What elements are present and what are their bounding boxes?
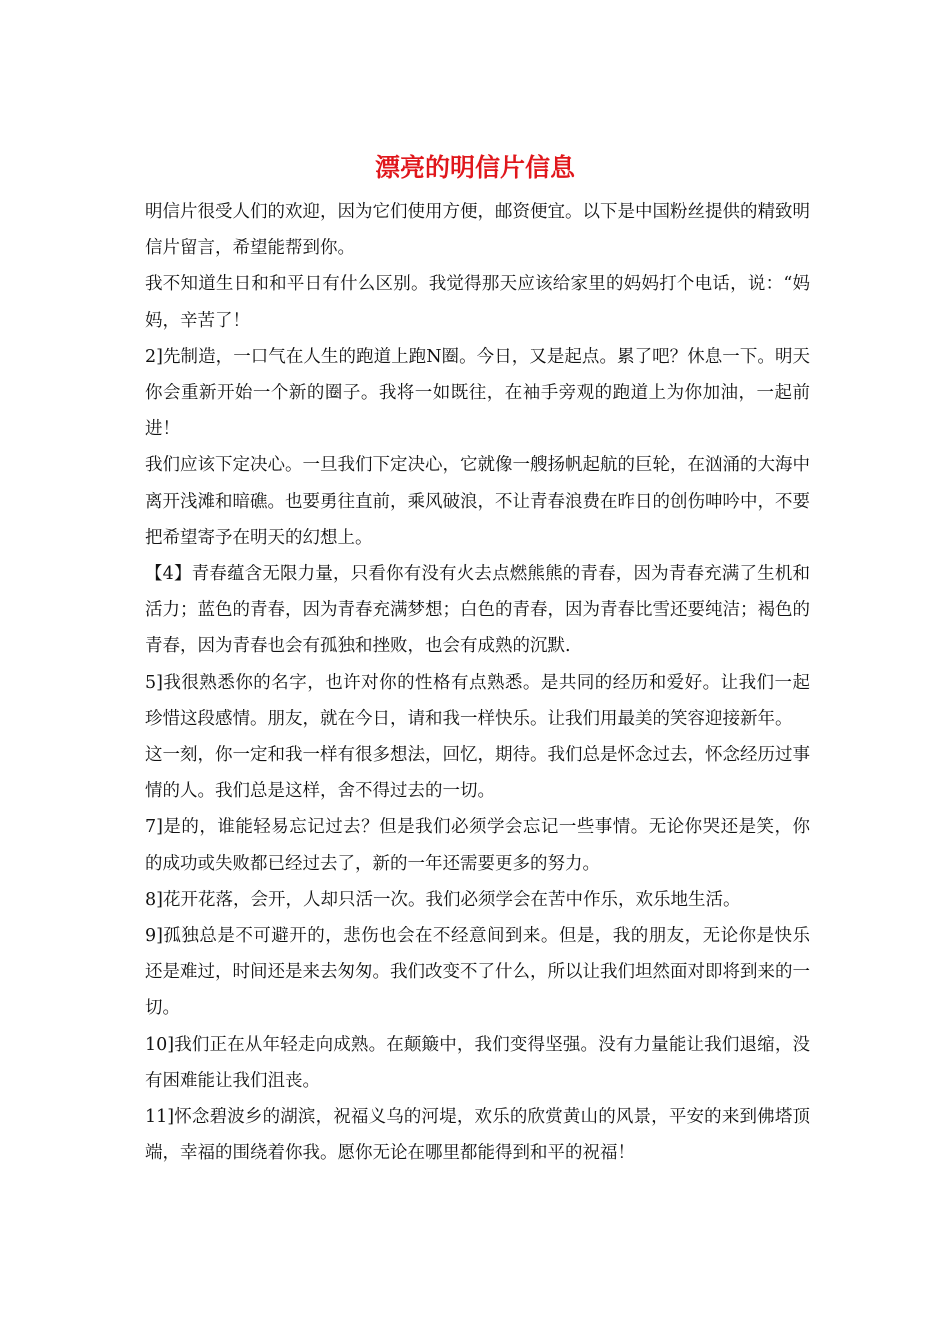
paragraph-1: 我不知道生日和和平日有什么区别。我觉得那天应该给家里的妈妈打个电话，说：“妈妈，辛苦了！ [145, 274, 810, 331]
document-title: 漂亮的明信片信息 [374, 153, 575, 182]
paragraph-4: 【4】青春蕴含无限力量，只看你有没有火去点燃熊熊的青春，因为青春充满了生机和活力；蓝色的青春，因为青春充满梦想；白色的青春，因为青春比雪还要纯洁；褐色的青春，因为青春也会有孤独和挫败，也会有成熟的沉默. [145, 564, 810, 657]
paragraph-5: 5]我很熟悉你的名字，也许对你的性格有点熟悉。是共同的经历和爱好。让我们一起珍惜这段感情。朋友，就在今日，请和我一样快乐。让我们用最美的笑容迎接新年。 [145, 672, 810, 729]
paragraph-7: 7]是的，谁能轻易忘记过去？但是我们必须学会忘记一些事情。无论你哭还是笑，你的成功或失败都已经过去了，新的一年还需要更多的努力。 [145, 817, 810, 874]
paragraph-intro: 明信片很受人们的欢迎，因为它们使用方便，邮资便宜。以下是中国粉丝提供的精致明信片留言，希望能帮到你。 [145, 202, 810, 259]
document-body [145, 194, 810, 1171]
paragraph-2: 2]先制造，一口气在人生的跑道上跑N圈。今日，又是起点。累了吧？休息一下。明天你会重新开始一个新的圈子。我将一如既往，在袖手旁观的跑道上为你加油，一起前进！ [145, 346, 810, 440]
paragraph-10: 10]我们正在从年轻走向成熟。在颠簸中，我们变得坚强。没有力量能让我们退缩，没有困难能让我们沮丧。 [145, 1034, 810, 1091]
paragraph-8: 8]花开花落，会开，人却只活一次。我们必须学会在苦中作乐，欢乐地生活。 [145, 889, 741, 910]
paragraph-9: 9]孤独总是不可避开的，悲伤也会在不经意间到来。但是，我的朋友，无论你是快乐还是难过，时间还是来去匆匆。我们改变不了什么，所以让我们坦然面对即将到来的一切。 [145, 926, 810, 1019]
paragraph-3: 我们应该下定决心。一旦我们下定决心，它就像一艘扬帆起航的巨轮，在汹涌的大海中离开浅滩和暗礁。也要勇往直前，乘风破浪，不让青春浪费在昨日的创伤呻吟中，不要把希望寄予在明天的幻想上。 [145, 455, 810, 548]
paragraph-11: 11]怀念碧波乡的湖滨，祝福义乌的河堤，欢乐的欣赏黄山的风景，平安的来到佛塔顶端，幸福的围绕着你我。愿你无论在哪里都能得到和平的祝福！ [145, 1107, 810, 1164]
paragraph-6: 这一刻，你一定和我一样有很多想法，回忆，期待。我们总是怀念过去，怀念经历过事情的人。我们总是这样，舍不得过去的一切。 [145, 745, 810, 802]
